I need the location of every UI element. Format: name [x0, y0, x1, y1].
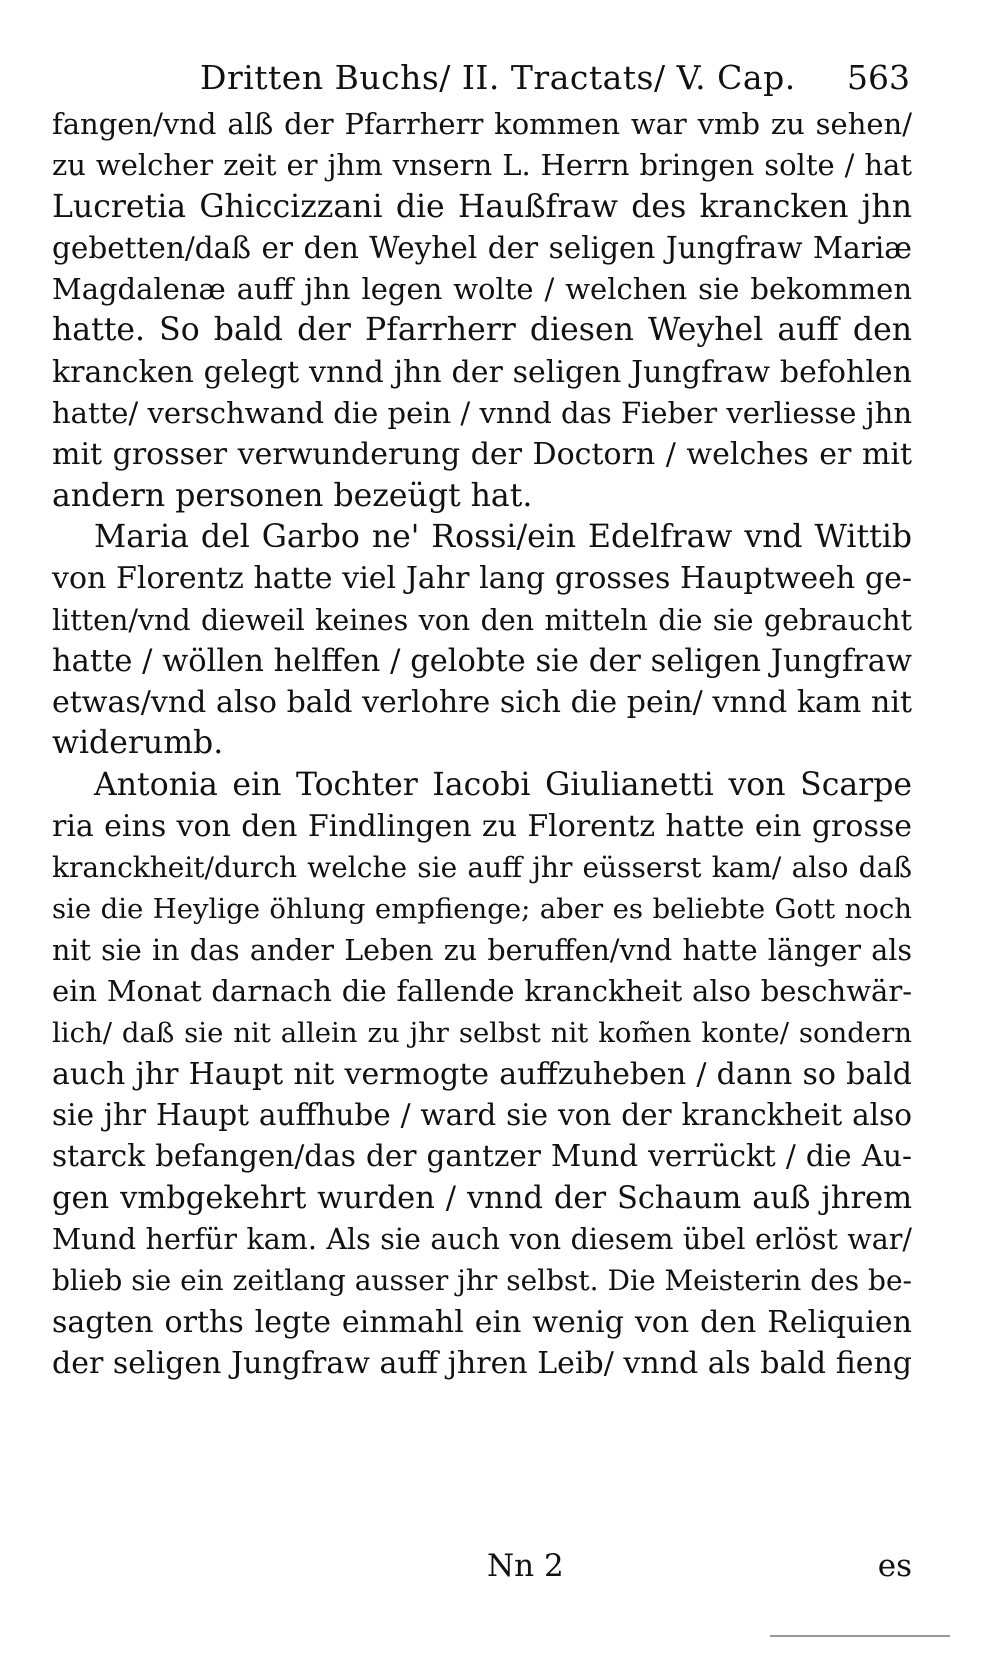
text-line: hatte/ verschwand die pein / vnnd das Fieber verliesse jhn [52, 396, 912, 431]
text-line: Antonia ein Tochter Iacobi Giulianetti von Scarpe [94, 766, 912, 803]
page-number: 563 [847, 58, 910, 97]
text-line: sagten orths legte einmahl ein wenig von den Reliquien [52, 1304, 912, 1340]
page-header [50, 58, 910, 108]
text-line: hatte. So bald der Pfarrherr diesen Weyhel auff den [52, 312, 912, 349]
text-line: litten/vnd dieweil keines von den mitteln die sie gebraucht [52, 603, 912, 637]
text-line: lich/ daß sie nit allein zu jhr selbst nit kom̃en konte/ sondern [52, 1016, 912, 1049]
catchword: es [877, 1548, 912, 1584]
text-line: fangen/vnd alß der Pfarrherr kommen war vmb zu sehen/ [52, 107, 912, 141]
text-line: krancken gelegt vnnd jhn der seligen Jungfraw befohlen [52, 354, 912, 390]
text-line: ria eins von den Findlingen zu Florentz hatte ein grosse [52, 809, 912, 845]
page-footer [52, 1548, 912, 1598]
body-text [52, 104, 912, 1384]
text-line: Magdalenæ auff jhn legen wolte / welchen sie bekommen [52, 272, 912, 307]
text-line: ein Monat darnach die fallende kranckheit also beschwär- [52, 974, 912, 1009]
text-line: sie die Heylige öhlung empfienge; aber es beliebte Gott noch [52, 892, 912, 925]
running-head: Dritten Buchs/ II. Tractats/ V. Cap. [200, 58, 796, 97]
text-line: sie jhr Haupt auffhube / ward sie von der kranckheit also [52, 1098, 912, 1133]
scan-mark-divider [770, 1635, 950, 1637]
text-line: nit sie in das ander Leben zu beruffen/vnd hatte länger als [52, 933, 912, 967]
signature-mark: Nn 2 [487, 1548, 564, 1584]
text-line: zu welcher zeit er jhm vnsern L. Herrn bringen solte / hat [52, 148, 912, 183]
text-line: gebetten/daß er den Weyhel der seligen Jungfraw Mariæ [52, 230, 912, 265]
text-line: mit grosser verwunderung der Doctorn / welches er mit [52, 437, 912, 473]
text-line: Maria del Garbo ne' Rossi/ein Edelfraw vnd Wittib [94, 518, 912, 555]
text-line: von Florentz hatte viel Jahr lang grosses Hauptweeh ge- [52, 561, 912, 597]
text-line: andern personen bezeügt hat. [52, 477, 533, 514]
text-line: auch jhr Haupt nit vermogte auffzuheben / dann so bald [52, 1056, 912, 1092]
text-line: Mund herfür kam. Als sie auch von diesem übel erlöst war/ [52, 1223, 912, 1257]
text-line: hatte / wöllen helffen / gelobte sie der seligen Jungfraw [52, 643, 912, 679]
text-line: widerumb. [52, 725, 224, 762]
text-line: der seligen Jungfraw auff jhren Leib/ vnnd als bald fieng [52, 1345, 912, 1381]
text-line: kranckheit/durch welche sie auff jhr eüsserst kam/ also daß [52, 851, 912, 885]
text-line: etwas/vnd also bald verlohre sich die pein/ vnnd kam nit [52, 685, 912, 721]
text-line: blieb sie ein zeitlang ausser jhr selbst. Die Meisterin des be- [52, 1264, 912, 1298]
text-line: gen vmbgekehrt wurden / vnnd der Schaum auß jhrem [52, 1180, 912, 1216]
text-line: Lucretia Ghiccizzani die Haußfraw des krancken jhn [52, 188, 912, 225]
text-line: starck befangen/das der gantzer Mund verrückt / die Au- [52, 1139, 912, 1174]
